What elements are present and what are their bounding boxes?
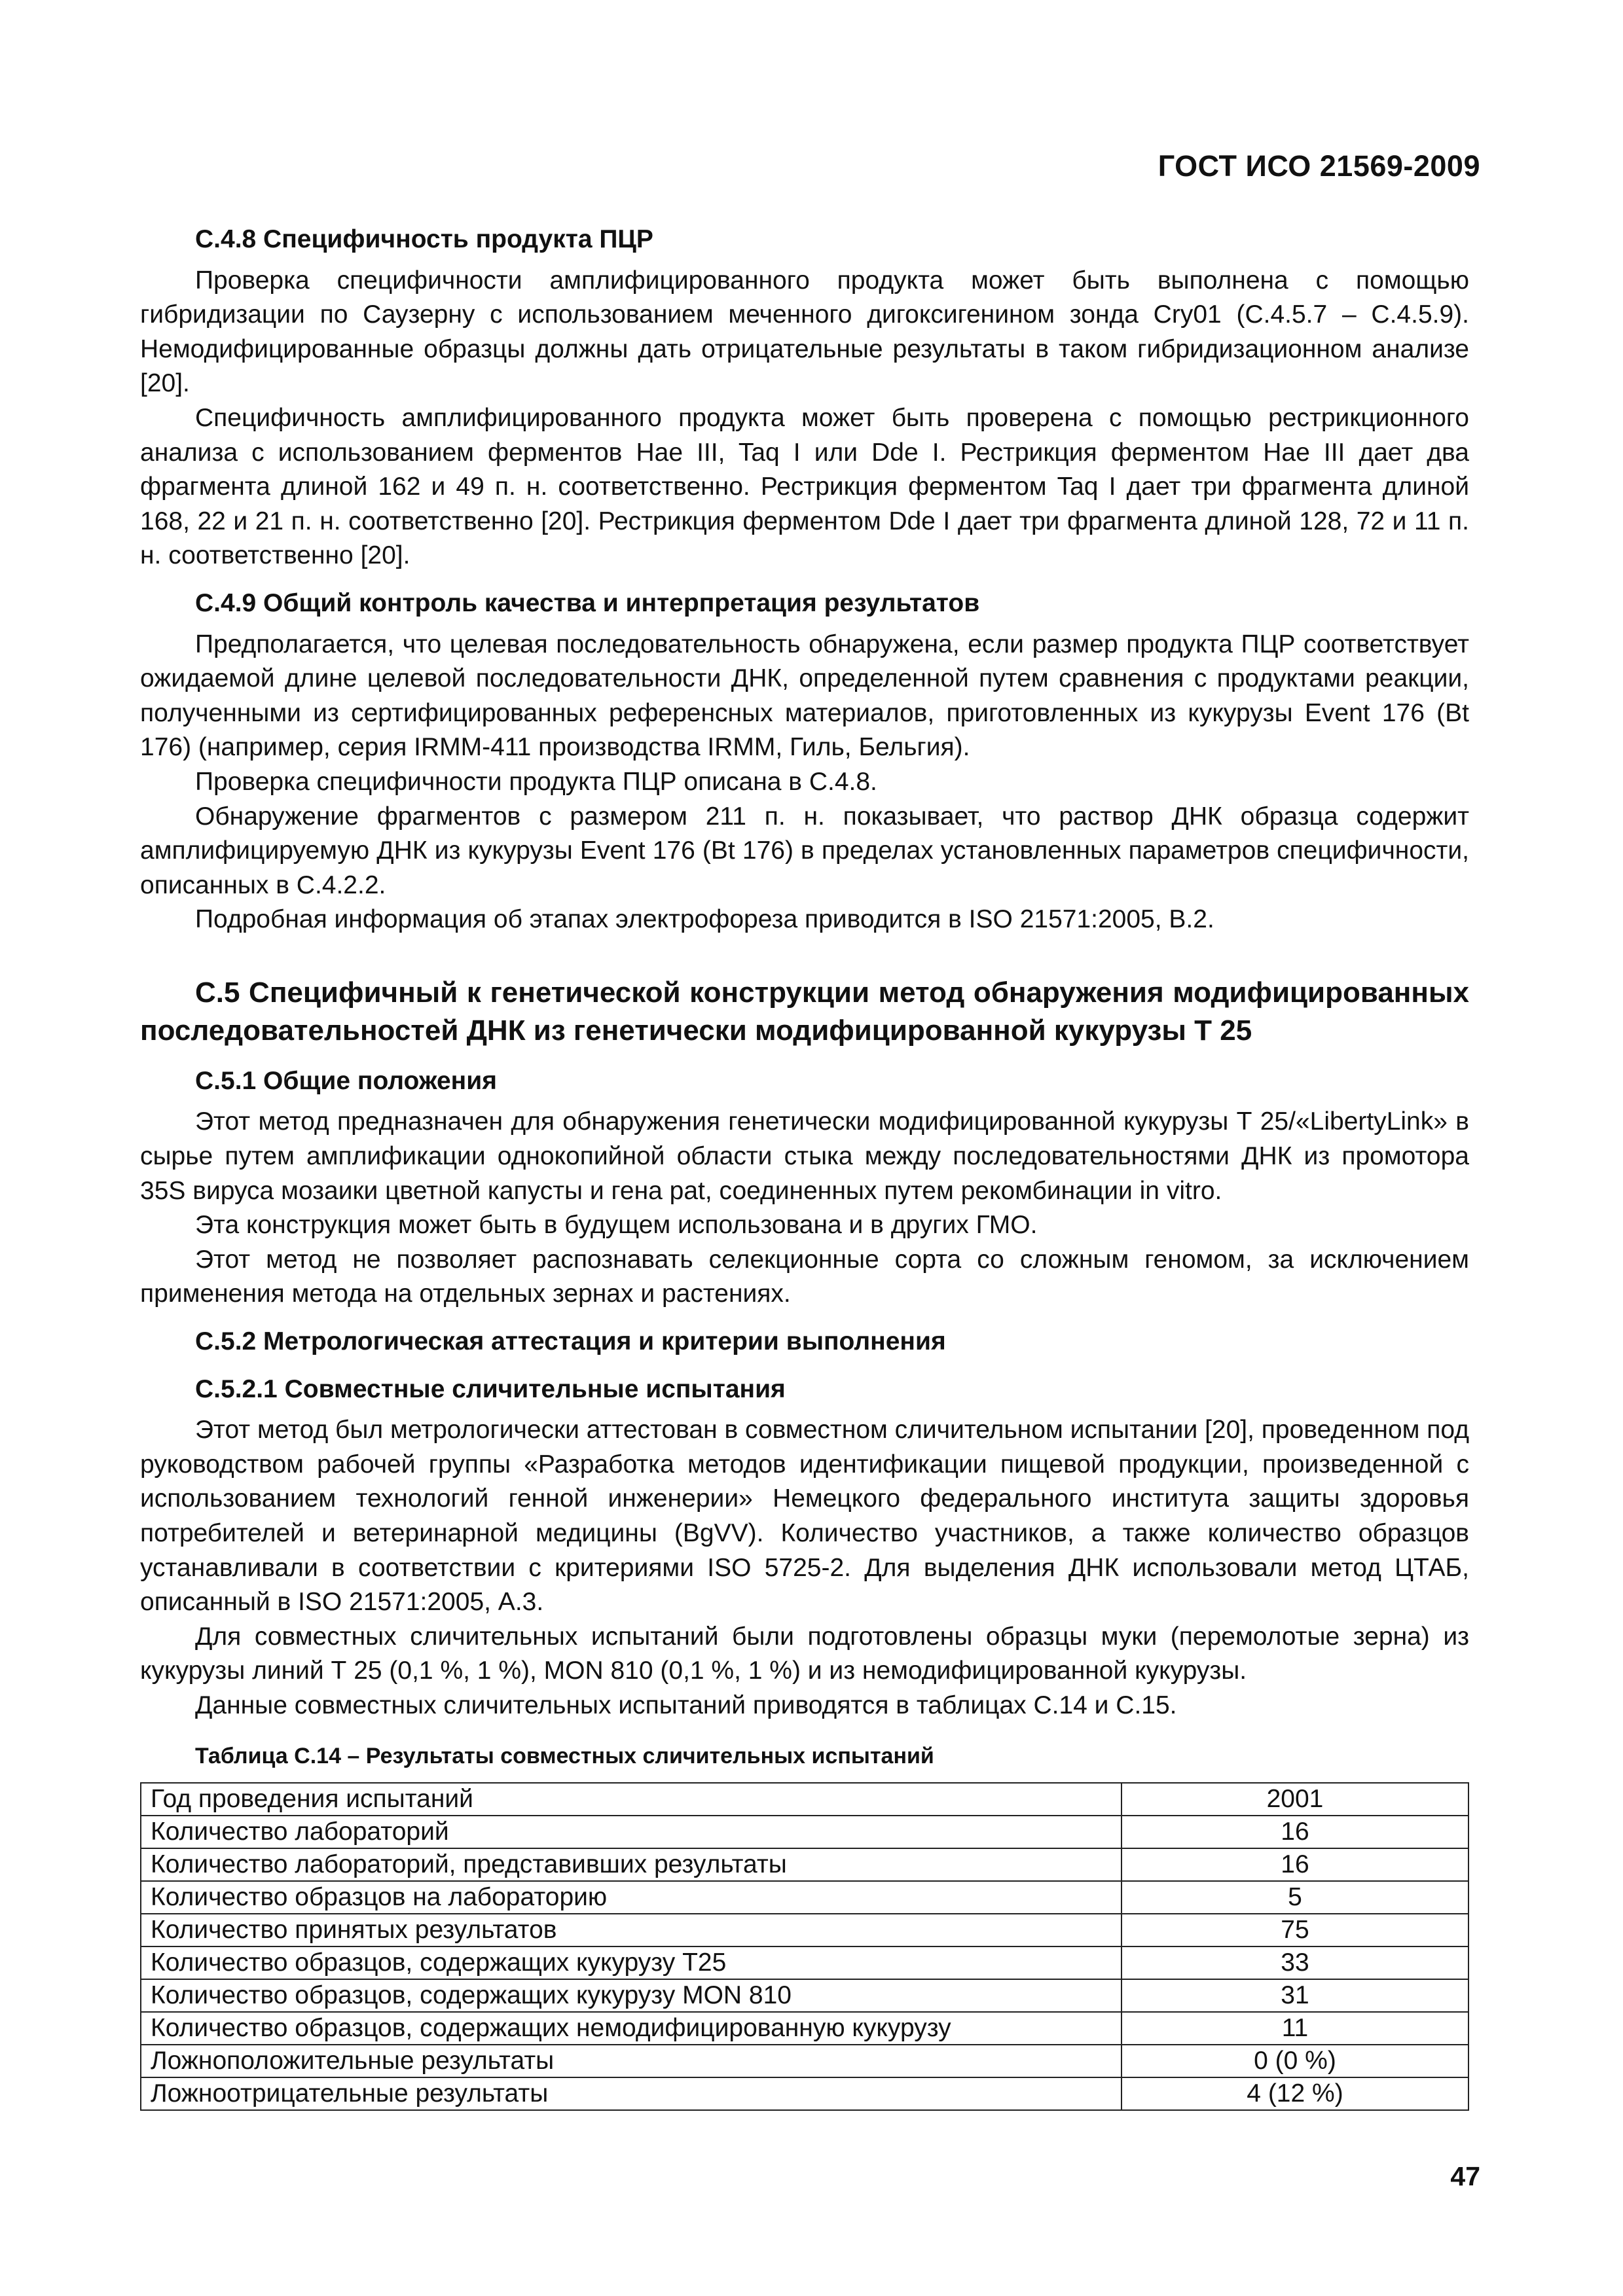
row-value: 4 (12 %) — [1122, 2077, 1468, 2110]
row-value: 75 — [1122, 1914, 1468, 1946]
paragraph: Специфичность амплифицированного продукта может быть проверена с помощью рестрикционного анализа с использованием ферментов Hae III, Taq I или Dde I. Рестрикция ферментом Hae III дает два фрагмента длиной 162 и 49 п. н. соответственно. Рестрикция ферментом Taq I дает три фрагмента длиной 168, 22 и 21 п. н. соответственно [20]. Рестрикция ферментом Dde I дает три фрагмента длиной 128, 72 и 11 п. н. соответственно [20]. — [140, 403, 1469, 570]
paragraph: Предполагается, что целевая последовательность обнаружена, если размер продукта ПЦР соответствует ожидаемой длине целевой последовательности ДНК, определенной путем сравнения с продуктами реакции, полученными из сертифицированных референсных материалов, приготовленных из кукурузы Event 176 (Bt 176) (например, серия IRMM-411 производства IRMM, Гиль, Бельгия). — [140, 630, 1469, 762]
table-row — [141, 1881, 1468, 1914]
page-number: 47 — [1450, 2161, 1480, 2191]
section-c49-title: С.4.9 Общий контроль качества и интерпретация результатов — [195, 588, 980, 617]
paragraph: Этот метод предназначен для обнаружения генетически модифицированной кукурузы Т 25/«LibertyLink» в сырье путем амплификации однокопийной области стыка между последовательностями ДНК из промотора 35S вируса мозаики цветной капусты и гена pat, соединенных путем рекомбинации in vitro. — [140, 1107, 1469, 1205]
row-value: 16 — [1122, 1816, 1468, 1848]
document-code: ГОСТ ИСО 21569-2009 — [1158, 149, 1480, 183]
table-caption: Таблица С.14 – Результаты совместных сличительных испытаний — [195, 1743, 934, 1768]
row-value: 5 — [1122, 1881, 1468, 1914]
table-row — [141, 2077, 1468, 2110]
row-label: Количество образцов, содержащих кукурузу MON 810 — [141, 1979, 1122, 2012]
table-row — [141, 1816, 1468, 1848]
row-label: Год проведения испытаний — [141, 1783, 1122, 1816]
results-table — [140, 1782, 1469, 2111]
paragraph: Эта конструкция может быть в будущем использована и в других ГМО. — [195, 1211, 1038, 1240]
paragraph: Этот метод был метрологически аттестован в совместном сличительном испытании [20], проведенном под руководством рабочей группы «Разработка методов идентификации пищевой продукции, произведенной с использованием технологий генной инженерии» Немецкого федерального института защиты здоровья потребителей и ветеринарной медицины (BgVV). Количество участников, а также количество образцов устанавливали в соответствии с критериями ISO 5725-2. Для выделения ДНК использовали метод ЦТАБ, описанный в ISO 21571:2005, А.3. — [140, 1416, 1469, 1617]
table-row — [141, 1914, 1468, 1946]
paragraph: Этот метод не позволяет распознавать селекционные сорта со сложным геномом, за исключением применения метода на отдельных зернах и растениях. — [140, 1245, 1469, 1308]
section-c52-title: С.5.2 Метрологическая аттестация и критерии выполнения — [195, 1327, 946, 1356]
paragraph: Подробная информация об этапах электрофореза приводится в ISO 21571:2005, В.2. — [195, 905, 1214, 934]
row-value: 33 — [1122, 1946, 1468, 1979]
table-row — [141, 1848, 1468, 1881]
row-value: 0 (0 %) — [1122, 2045, 1468, 2077]
table-row — [141, 1979, 1468, 2012]
row-label: Количество лабораторий — [141, 1816, 1122, 1848]
paragraph: Для совместных сличительных испытаний были подготовлены образцы муки (перемолотые зерна) из кукурузы линий Т 25 (0,1 %, 1 %), MON 810 (0,1 %, 1 %) и из немодифицированной кукурузы. — [140, 1622, 1469, 1685]
section-c5-title: С.5 Специфичный к генетической конструкции метод обнаружения модифицированных последовательностей ДНК из генетически модифицированной кукурузы Т 25 — [140, 976, 1469, 1047]
section-c48-title: С.4.8 Специфичность продукта ПЦР — [195, 225, 653, 253]
row-value: 31 — [1122, 1979, 1468, 2012]
row-label: Количество лабораторий, представивших результаты — [141, 1848, 1122, 1881]
paragraph: Проверка специфичности амплифицированного продукта может быть выполнена с помощью гибридизации по Саузерну с использованием меченного дигоксигенином зонда Cry01 (С.4.5.7 – С.4.5.9). Немодифицированные образцы должны дать отрицательные результаты в таком гибридизационном анализе [20]. — [140, 266, 1469, 398]
row-value: 16 — [1122, 1848, 1468, 1881]
table-row — [141, 1946, 1468, 1979]
table-row — [141, 2012, 1468, 2045]
row-value: 11 — [1122, 2012, 1468, 2045]
table-row — [141, 1783, 1468, 1816]
page-content — [140, 223, 1469, 2111]
row-value: 2001 — [1122, 1783, 1468, 1816]
paragraph: Данные совместных сличительных испытаний приводятся в таблицах С.14 и С.15. — [195, 1691, 1177, 1719]
row-label: Ложноотрицательные результаты — [141, 2077, 1122, 2110]
section-c51-title: С.5.1 Общие положения — [195, 1066, 497, 1095]
paragraph: Обнаружение фрагментов с размером 211 п. н. показывает, что раствор ДНК образца содержит амплифицируемую ДНК из кукурузы Event 176 (Bt 176) в пределах установленных параметров специфичности, описанных в С.4.2.2. — [140, 802, 1469, 899]
row-label: Количество принятых результатов — [141, 1914, 1122, 1946]
paragraph: Проверка специфичности продукта ПЦР описана в С.4.8. — [195, 767, 877, 796]
row-label: Количество образцов, содержащих кукурузу Т25 — [141, 1946, 1122, 1979]
section-c521-title: С.5.2.1 Совместные сличительные испытания — [195, 1374, 786, 1403]
row-label: Количество образцов на лабораторию — [141, 1881, 1122, 1914]
table-row — [141, 2045, 1468, 2077]
row-label: Количество образцов, содержащих немодифицированную кукурузу — [141, 2012, 1122, 2045]
row-label: Ложноположительные результаты — [141, 2045, 1122, 2077]
